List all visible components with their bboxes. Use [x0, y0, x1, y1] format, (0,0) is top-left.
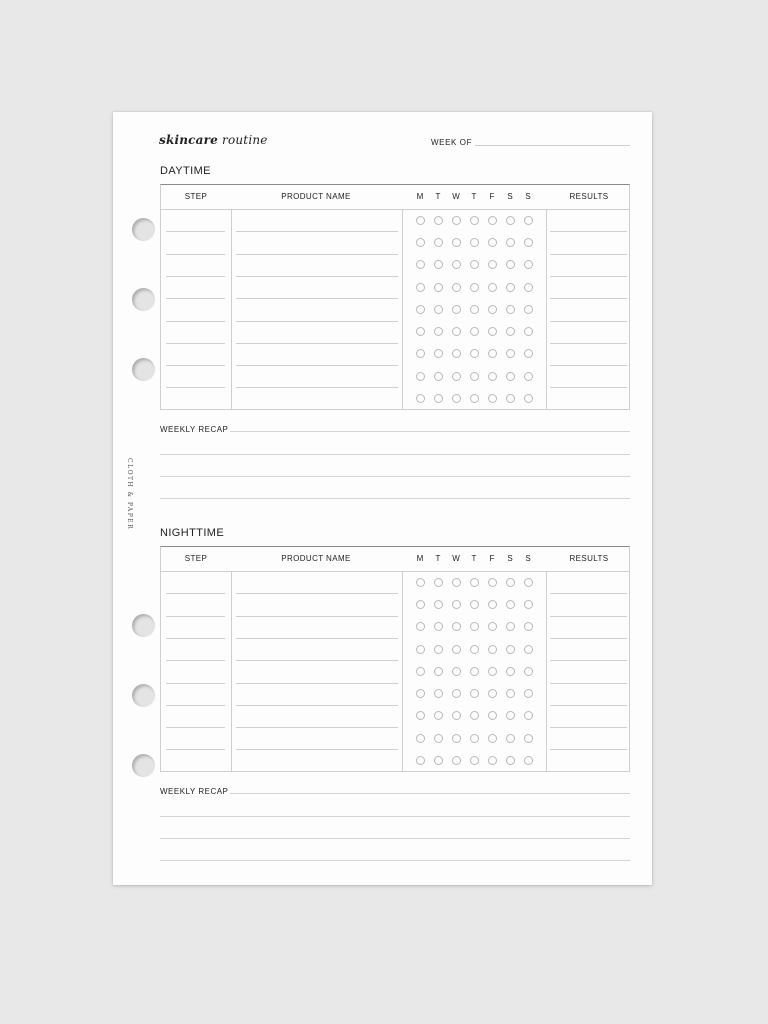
day-checkbox[interactable] [452, 349, 461, 358]
row-line [550, 593, 627, 594]
day-checkbox[interactable] [452, 622, 461, 631]
row-line [166, 365, 225, 366]
day-checkbox[interactable] [452, 667, 461, 676]
day-checkbox[interactable] [506, 305, 515, 314]
row-line [236, 727, 398, 728]
day-checkbox[interactable] [470, 283, 479, 292]
day-header: T [435, 554, 441, 563]
day-checkbox[interactable] [452, 283, 461, 292]
day-header: S [525, 192, 531, 201]
day-checkbox[interactable] [488, 667, 497, 676]
binder-hole [132, 358, 155, 381]
row-line [166, 705, 225, 706]
row-line [236, 749, 398, 750]
day-checkbox[interactable] [506, 622, 515, 631]
day-checkbox[interactable] [434, 394, 443, 403]
day-checkbox[interactable] [434, 689, 443, 698]
row-line [236, 616, 398, 617]
day-checkbox[interactable] [488, 283, 497, 292]
day-header: T [471, 554, 477, 563]
row-line [166, 727, 225, 728]
col-header-step: STEP [184, 192, 208, 201]
recap-line[interactable] [160, 498, 630, 499]
day-checkbox[interactable] [416, 711, 425, 720]
day-checkbox[interactable] [452, 578, 461, 587]
day-checkbox[interactable] [524, 216, 533, 225]
day-checkbox[interactable] [434, 238, 443, 247]
day-checkbox[interactable] [416, 305, 425, 314]
day-header: T [471, 192, 477, 201]
day-checkbox[interactable] [506, 238, 515, 247]
row-line [236, 231, 398, 232]
col-header-product: PRODUCT NAME [281, 192, 351, 201]
row-line [550, 749, 627, 750]
row-line [166, 321, 225, 322]
day-checkbox[interactable] [506, 260, 515, 269]
day-checkbox[interactable] [434, 327, 443, 336]
day-checkbox[interactable] [452, 756, 461, 765]
row-line [550, 387, 627, 388]
day-checkbox[interactable] [524, 238, 533, 247]
day-checkbox[interactable] [416, 667, 425, 676]
title-italic: routine [222, 133, 268, 147]
column-divider [546, 209, 547, 409]
day-checkbox[interactable] [434, 600, 443, 609]
brand-label: CLOTH & PAPER [126, 458, 133, 531]
weekly-recap-label: WEEKLY RECAP [160, 787, 229, 796]
day-checkbox[interactable] [452, 711, 461, 720]
day-checkbox[interactable] [470, 394, 479, 403]
page-title [159, 133, 268, 147]
day-checkbox[interactable] [434, 372, 443, 381]
day-checkbox[interactable] [506, 327, 515, 336]
recap-line[interactable] [160, 476, 630, 477]
day-checkbox[interactable] [452, 216, 461, 225]
day-checkbox[interactable] [506, 216, 515, 225]
day-checkbox[interactable] [506, 689, 515, 698]
binder-hole [132, 288, 155, 311]
row-line [166, 660, 225, 661]
recap-line[interactable] [160, 838, 630, 839]
row-line [550, 616, 627, 617]
row-line [236, 254, 398, 255]
row-line [236, 660, 398, 661]
day-checkbox[interactable] [488, 238, 497, 247]
day-checkbox[interactable] [470, 667, 479, 676]
day-checkbox[interactable] [524, 349, 533, 358]
day-checkbox[interactable] [416, 283, 425, 292]
day-checkbox[interactable] [488, 711, 497, 720]
row-line [550, 705, 627, 706]
day-checkbox[interactable] [524, 283, 533, 292]
day-checkbox[interactable] [416, 349, 425, 358]
row-line [236, 705, 398, 706]
row-line [236, 638, 398, 639]
day-checkbox[interactable] [488, 622, 497, 631]
recap-line[interactable] [160, 454, 630, 455]
day-checkbox[interactable] [452, 600, 461, 609]
day-checkbox[interactable] [470, 260, 479, 269]
row-line [236, 321, 398, 322]
day-checkbox[interactable] [488, 216, 497, 225]
row-line [236, 343, 398, 344]
day-checkbox[interactable] [488, 734, 497, 743]
row-line [550, 343, 627, 344]
day-checkbox[interactable] [506, 645, 515, 654]
day-checkbox[interactable] [524, 622, 533, 631]
day-checkbox[interactable] [488, 305, 497, 314]
day-checkbox[interactable] [470, 600, 479, 609]
week-of-field[interactable] [475, 145, 630, 146]
row-line [166, 254, 225, 255]
day-checkbox[interactable] [470, 622, 479, 631]
row-line [236, 276, 398, 277]
day-header: M [416, 554, 424, 563]
row-line [550, 727, 627, 728]
day-checkbox[interactable] [452, 645, 461, 654]
recap-line[interactable] [160, 860, 630, 861]
day-header: W [452, 554, 460, 563]
section-title-nighttime: NIGHTTIME [160, 527, 225, 539]
row-line [166, 231, 225, 232]
row-line [166, 638, 225, 639]
row-line [236, 683, 398, 684]
row-line [166, 616, 225, 617]
row-line [166, 749, 225, 750]
day-checkbox[interactable] [524, 711, 533, 720]
day-checkbox[interactable] [524, 394, 533, 403]
day-checkbox[interactable] [488, 372, 497, 381]
day-checkbox[interactable] [434, 645, 443, 654]
row-line [550, 276, 627, 277]
recap-line[interactable] [230, 431, 630, 432]
row-line [550, 231, 627, 232]
day-header: S [507, 554, 513, 563]
day-checkbox[interactable] [470, 216, 479, 225]
day-checkbox[interactable] [506, 711, 515, 720]
row-line [166, 343, 225, 344]
day-checkbox[interactable] [416, 645, 425, 654]
day-checkbox[interactable] [488, 600, 497, 609]
day-checkbox[interactable] [506, 667, 515, 676]
day-checkbox[interactable] [416, 689, 425, 698]
day-header: S [507, 192, 513, 201]
day-checkbox[interactable] [470, 578, 479, 587]
day-checkbox[interactable] [452, 372, 461, 381]
day-checkbox[interactable] [524, 372, 533, 381]
day-checkbox[interactable] [524, 645, 533, 654]
day-checkbox[interactable] [452, 689, 461, 698]
day-checkbox[interactable] [434, 260, 443, 269]
day-checkbox[interactable] [506, 600, 515, 609]
day-checkbox[interactable] [506, 394, 515, 403]
col-header-results: RESULTS [569, 192, 609, 201]
week-of-label: WEEK OF [431, 138, 473, 147]
day-checkbox[interactable] [416, 238, 425, 247]
day-checkbox[interactable] [434, 711, 443, 720]
column-divider [231, 209, 232, 409]
daytime-table [160, 184, 630, 410]
day-checkbox[interactable] [416, 734, 425, 743]
day-checkbox[interactable] [488, 689, 497, 698]
row-line [550, 365, 627, 366]
day-checkbox[interactable] [470, 689, 479, 698]
binder-hole [132, 218, 155, 241]
row-line [236, 298, 398, 299]
day-checkbox[interactable] [416, 394, 425, 403]
column-divider [231, 571, 232, 771]
day-checkbox[interactable] [434, 734, 443, 743]
day-header: W [452, 192, 460, 201]
day-checkbox[interactable] [506, 283, 515, 292]
day-checkbox[interactable] [416, 622, 425, 631]
day-checkbox[interactable] [434, 622, 443, 631]
recap-line[interactable] [160, 816, 630, 817]
day-checkbox[interactable] [488, 578, 497, 587]
day-checkbox[interactable] [434, 283, 443, 292]
day-header: T [435, 192, 441, 201]
nighttime-table [160, 546, 630, 772]
day-checkbox[interactable] [488, 260, 497, 269]
day-checkbox[interactable] [488, 327, 497, 336]
binder-hole [132, 754, 155, 777]
day-checkbox[interactable] [524, 578, 533, 587]
binder-hole [132, 614, 155, 637]
day-checkbox[interactable] [506, 372, 515, 381]
day-checkbox[interactable] [524, 667, 533, 676]
day-checkbox[interactable] [452, 734, 461, 743]
day-checkbox[interactable] [452, 394, 461, 403]
day-checkbox[interactable] [416, 327, 425, 336]
title-bold: skincare [159, 133, 218, 147]
day-checkbox[interactable] [416, 372, 425, 381]
day-checkbox[interactable] [470, 645, 479, 654]
column-divider [402, 571, 403, 771]
column-divider [546, 571, 547, 771]
column-divider [402, 209, 403, 409]
row-line [166, 298, 225, 299]
day-checkbox[interactable] [416, 578, 425, 587]
row-line [166, 387, 225, 388]
binder-hole [132, 684, 155, 707]
day-checkbox[interactable] [506, 734, 515, 743]
col-header-step: STEP [184, 554, 208, 563]
day-checkbox[interactable] [488, 645, 497, 654]
day-checkbox[interactable] [452, 327, 461, 336]
day-checkbox[interactable] [506, 756, 515, 765]
day-checkbox[interactable] [488, 756, 497, 765]
day-checkbox[interactable] [506, 349, 515, 358]
day-checkbox[interactable] [524, 756, 533, 765]
row-line [236, 387, 398, 388]
day-checkbox[interactable] [470, 711, 479, 720]
day-checkbox[interactable] [506, 578, 515, 587]
row-line [236, 365, 398, 366]
day-checkbox[interactable] [452, 238, 461, 247]
weekly-recap-label: WEEKLY RECAP [160, 425, 229, 434]
day-header: S [525, 554, 531, 563]
day-checkbox[interactable] [416, 600, 425, 609]
row-line [166, 683, 225, 684]
day-checkbox[interactable] [452, 260, 461, 269]
row-line [550, 638, 627, 639]
recap-line[interactable] [230, 793, 630, 794]
day-checkbox[interactable] [434, 349, 443, 358]
day-checkbox[interactable] [524, 689, 533, 698]
row-line [166, 276, 225, 277]
day-checkbox[interactable] [524, 260, 533, 269]
row-line [550, 660, 627, 661]
day-header: M [416, 192, 424, 201]
day-checkbox[interactable] [470, 327, 479, 336]
day-checkbox[interactable] [470, 305, 479, 314]
day-checkbox[interactable] [416, 260, 425, 269]
day-checkbox[interactable] [470, 734, 479, 743]
row-line [550, 683, 627, 684]
row-line [550, 254, 627, 255]
day-header: F [489, 192, 495, 201]
day-checkbox[interactable] [434, 305, 443, 314]
day-checkbox[interactable] [434, 216, 443, 225]
day-checkbox[interactable] [470, 372, 479, 381]
row-line [236, 593, 398, 594]
day-checkbox[interactable] [470, 756, 479, 765]
row-line [550, 321, 627, 322]
day-checkbox[interactable] [470, 349, 479, 358]
day-checkbox[interactable] [434, 756, 443, 765]
day-checkbox[interactable] [488, 349, 497, 358]
col-header-results: RESULTS [569, 554, 609, 563]
row-line [550, 298, 627, 299]
day-checkbox[interactable] [524, 734, 533, 743]
col-header-product: PRODUCT NAME [281, 554, 351, 563]
day-checkbox[interactable] [524, 305, 533, 314]
day-checkbox[interactable] [524, 327, 533, 336]
day-checkbox[interactable] [434, 667, 443, 676]
day-header: F [489, 554, 495, 563]
day-checkbox[interactable] [416, 756, 425, 765]
planner-sheet [113, 112, 652, 885]
day-checkbox[interactable] [488, 394, 497, 403]
day-checkbox[interactable] [524, 600, 533, 609]
section-title-daytime: DAYTIME [160, 165, 211, 177]
row-line [166, 593, 225, 594]
day-checkbox[interactable] [434, 578, 443, 587]
day-checkbox[interactable] [470, 238, 479, 247]
day-checkbox[interactable] [452, 305, 461, 314]
day-checkbox[interactable] [416, 216, 425, 225]
